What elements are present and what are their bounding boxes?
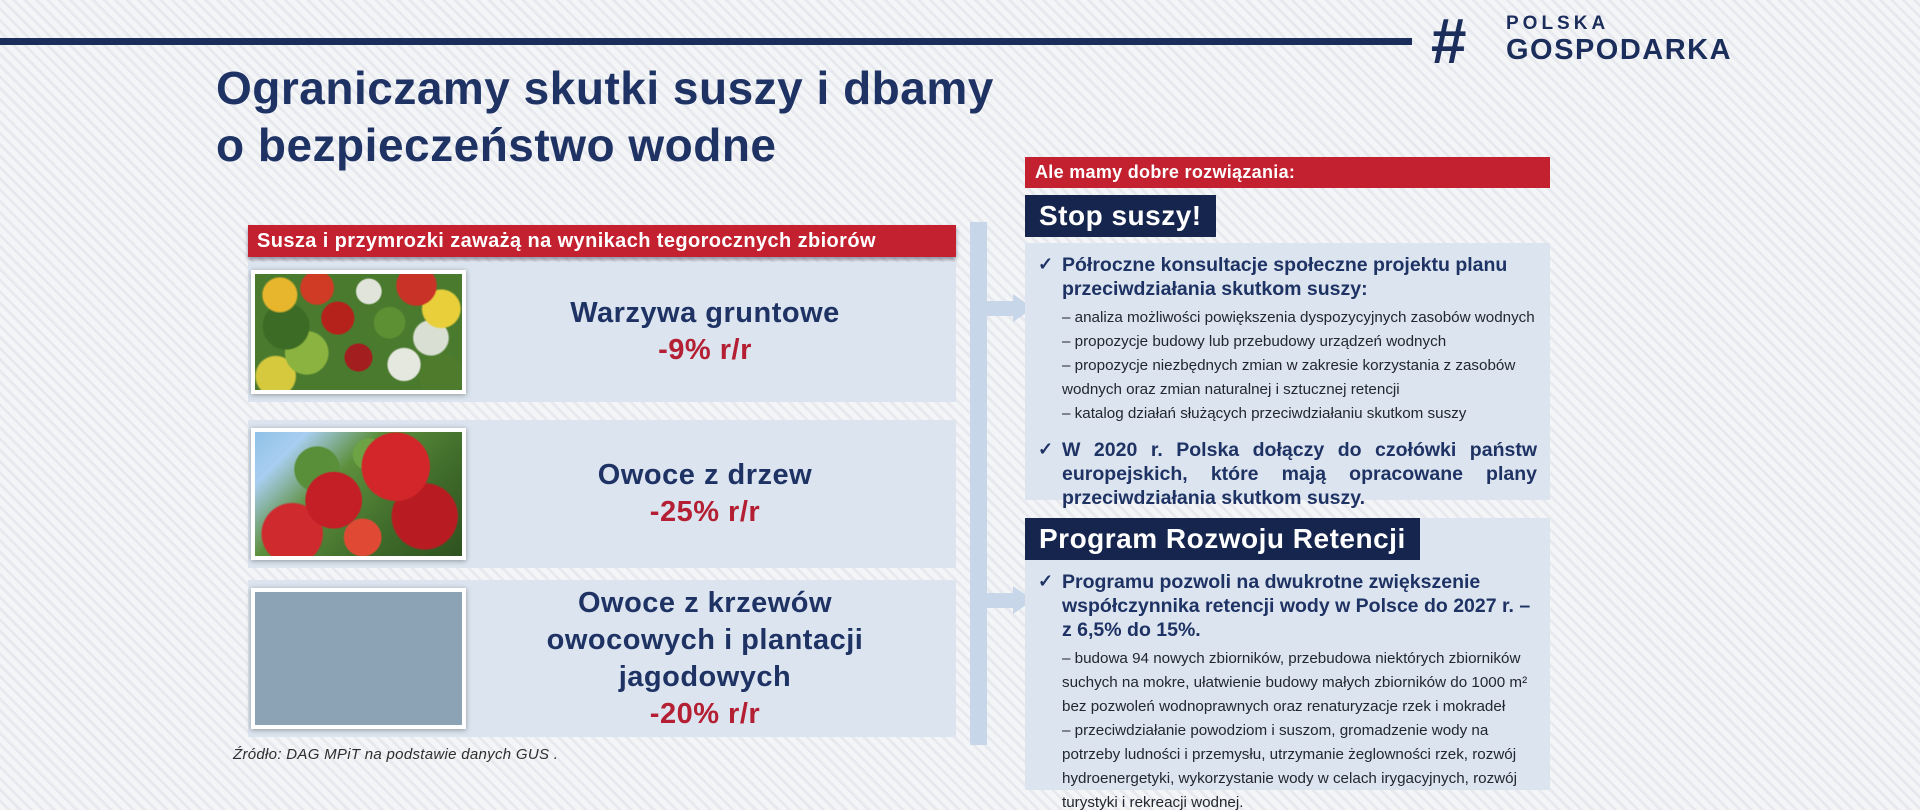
sub-bullet: – przeciwdziałanie powodziom i suszom, gromadzenie wody na potrzeby ludności i przemysłu, utrzymanie żeglowności rzek, rozwój hydroenergetyki, wykorzystanie wody w celach irygacyjnych, rozwój turystyki i rekreacji wodnej.: [1062, 722, 1517, 810]
bullet-text: W 2020 r. Polska dołączy do czołówki państw europejskich, które mają opracowane plany przeciwdziałania skutkom suszy.: [1062, 439, 1537, 509]
source-note: Źródło: DAG MPiT na podstawie danych GUS .: [233, 746, 559, 763]
row-label: Owoce z krzewów owocowych i plantacji jagodowych: [546, 586, 864, 693]
row-value: -25% r/r: [649, 496, 761, 528]
sub-bullet-list: [1062, 306, 1537, 426]
logo-text-polska: POLSKA: [1506, 13, 1610, 34]
logo-text-gospodarka: GOSPODARKA: [1506, 34, 1733, 66]
harvest-banner: Susza i przymrozki zaważą na wynikach tegorocznych zbiorów: [248, 225, 956, 257]
section-header-stop-suszy: Stop suszy!: [1025, 195, 1216, 237]
section-stop-suszy: [1025, 243, 1550, 509]
harvest-row-vegetables: [248, 262, 956, 402]
row-label: Warzywa gruntowe: [570, 297, 840, 329]
bullet-text: Programu pozwoli na dwukrotne zwiększenie współczynnika retencji wody w Polsce do 2027 r. – z 6,5% do 15%.: [1062, 571, 1531, 641]
sub-bullet: – propozycje niezbędnych zmian w zakresie korzystania z zasobów wodnych oraz zmian naturalnej i sztucznej retencji: [1062, 357, 1516, 398]
harvest-row-tree-fruit: [248, 420, 956, 568]
bullet-item: [1038, 253, 1537, 301]
sub-bullet: – analiza możliwości powiększenia dyspozycyjnych zasobów wodnych: [1062, 309, 1535, 326]
page-title: [216, 60, 994, 174]
bullet-text: Półroczne konsultacje społeczne projektu planu przeciwdziałania skutkom suszy:: [1062, 254, 1508, 300]
row-value: -9% r/r: [658, 334, 752, 366]
page-title-line1: Ograniczamy skutki suszy i dbamy: [216, 62, 994, 114]
check-icon: ✓: [1038, 254, 1054, 274]
page-title-line2: o bezpieczeństwo wodne: [216, 119, 777, 171]
sub-bullet: – propozycje budowy lub przebudowy urządzeń wodnych: [1062, 333, 1447, 350]
row-label: Owoce z drzew: [597, 459, 813, 491]
bullet-item: [1038, 438, 1537, 510]
hashtag-icon: #: [1430, 5, 1466, 77]
header-rule: [0, 38, 1412, 45]
flow-arrow-bottom: [987, 593, 1013, 608]
harvest-row-berries: [248, 580, 956, 737]
sub-bullet: – katalog działań służących przeciwdziałaniu skutkom suszy: [1062, 405, 1467, 422]
check-icon: ✓: [1038, 439, 1054, 459]
solutions-banner: Ale mamy dobre rozwiązania:: [1025, 157, 1550, 188]
bullet-item: [1038, 570, 1537, 642]
berries-photo: [251, 588, 466, 729]
sub-bullet: – budowa 94 nowych zbiorników, przebudowa niektórych zbiorników suchych na mokre, ułatwienie budowy małych zbiorników do 1000 m² bez pozwoleń wodnoprawnych oraz renaturyzacje rzek i mokradeł: [1062, 650, 1528, 715]
row-text: [466, 295, 956, 369]
vegetables-photo: [251, 270, 466, 394]
apples-photo: [251, 428, 466, 560]
flow-arrow-top: [987, 301, 1013, 316]
row-text: [466, 457, 956, 531]
row-text: [466, 585, 956, 733]
connector-bar: [970, 222, 987, 745]
row-value: -20% r/r: [649, 697, 761, 730]
check-icon: ✓: [1038, 571, 1054, 591]
section-header-program-retencji: Program Rozwoju Retencji: [1025, 518, 1420, 560]
sub-bullet-list: [1062, 647, 1537, 810]
